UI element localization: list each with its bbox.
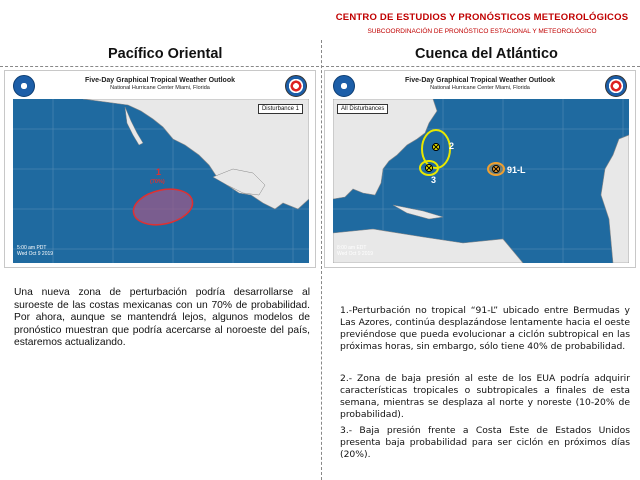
system-91l-label: 91-L <box>507 165 526 175</box>
map-area-selector: All Disturbances <box>337 104 388 114</box>
map-area-selector: Disturbance 1 <box>258 104 303 114</box>
atlantic-map-plot <box>333 99 629 263</box>
pacific-outlook-map <box>4 70 316 268</box>
map-timestamp: 8:00 am EDT Wed Oct 9 2019 <box>337 245 374 257</box>
pacific-map-plot <box>13 99 309 263</box>
atlantic-section-title: Cuenca del Atlántico <box>415 46 558 62</box>
map-title: Five-Day Graphical Tropical Weather Outlook <box>84 77 236 84</box>
map-subtitle: National Hurricane Center Miami, Florida <box>430 85 530 91</box>
atlantic-item-1: 1.-Perturbación no tropical “91-L” ubicado entre Bermudas y Las Azores, continúa desplazándose lentamente hacia el oeste previéndose que pueda evolucionar a ciclón subtropical en las próximas horas, sin embargo, sólo tiene 40% de probabilidad. <box>340 305 630 352</box>
system-3-label: 3 <box>431 175 437 185</box>
atlantic-item-3: 3.- Baja presión frente a Costa Este de Estados Unidos presenta baja probabilidad para ser ciclón en próximos días (20%). <box>340 425 630 460</box>
atlantic-outlook-map <box>324 70 636 268</box>
map-timestamp: 5:00 am PDT Wed Oct 9 2019 <box>17 245 54 257</box>
column-divider <box>321 40 322 480</box>
system-1-label: 1 <box>156 167 162 177</box>
pacific-description: Una nueva zona de perturbación podría desarrollarse al suroeste de las costas mexicanas con un 70% de probabilidad. Por ahora, aunque se mantendrá lejos, algunos modelos de pronóstico muestran que podría acercarse al noroeste del país, estaremos actualizando. <box>14 287 310 349</box>
system-1-probability: (70%) <box>150 179 165 185</box>
system-2-label: 2 <box>449 141 455 151</box>
document-title: CENTRO DE ESTUDIOS Y PRONÓSTICOS METEOROLÓGICOS <box>335 12 629 23</box>
map-title: Five-Day Graphical Tropical Weather Outlook <box>404 77 556 84</box>
map-subtitle: National Hurricane Center Miami, Florida <box>110 85 210 91</box>
document-subtitle: SUBCOORDINACIÓN DE PRONÓSTICO ESTACIONAL Y METEOROLÓGICO <box>367 28 597 35</box>
header-divider <box>0 66 640 67</box>
atlantic-item-2: 2.- Zona de baja presión al este de los EUA podría adquirir características tropicales o subtropicales a finales de esta semana, mientras se desplaza al norte y noreste (10-20% de probabilidad). <box>340 373 630 420</box>
pacific-section-title: Pacífico Oriental <box>108 46 223 62</box>
